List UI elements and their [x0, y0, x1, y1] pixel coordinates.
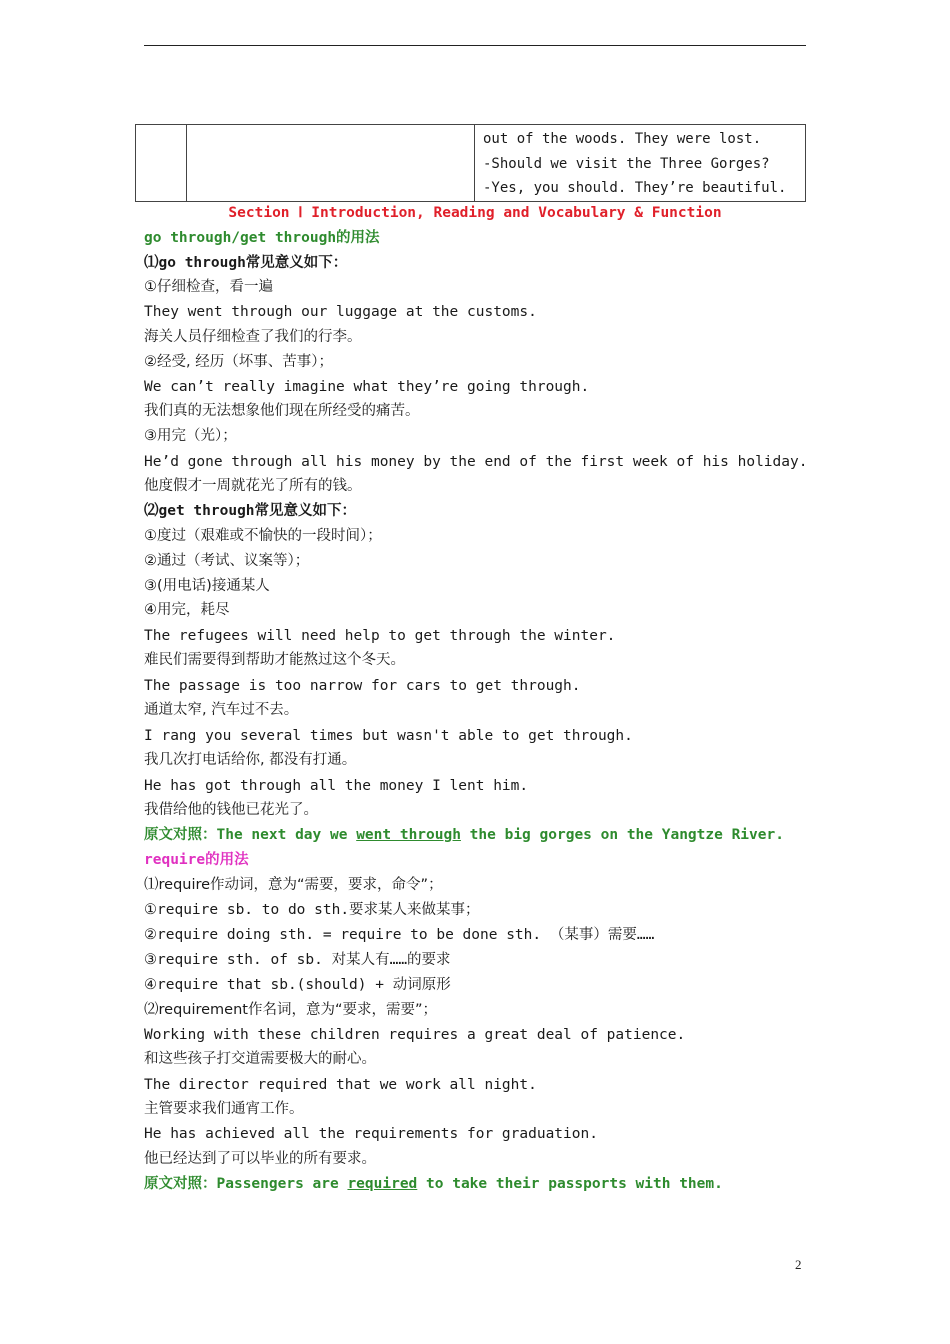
example-6: I rang you several times but wasn't able to get through.	[144, 728, 633, 744]
require-rule-3: ②require doing sth. = require to be done sth. （某事）需要……	[144, 927, 655, 943]
original-after: the big gorges on the Yangtze River.	[460, 827, 784, 843]
require-rule-1: ⑴require作动词，意为“需要，要求，命令”；	[144, 877, 443, 893]
example-1: They went through our luggage at the customs.	[144, 304, 537, 320]
example-3: He’d gone through all his money by the end of the first week of his holiday.	[144, 454, 808, 470]
example-4: The refugees will need help to get through the winter.	[144, 628, 616, 644]
heading-go-through: go through/get through的用法	[144, 230, 380, 246]
example-7: He has got through all the money I lent him.	[144, 778, 529, 794]
meaning-2: ②经受, 经历（坏事、苦事）；	[144, 354, 333, 370]
require-translation-3: 他已经达到了可以毕业的所有要求。	[144, 1151, 376, 1167]
get-meaning-2: ②通过（考试、议案等）；	[144, 553, 310, 569]
original-before: The next day we	[216, 827, 357, 843]
get-meaning-4: ④用完，耗尽	[144, 602, 230, 618]
original-highlight: went through	[356, 827, 461, 843]
table-line: -Should we visit the Three Gorges?	[483, 155, 770, 172]
require-translation-1: 和这些孩子打交道需要极大的耐心。	[144, 1051, 376, 1067]
original-highlight: required	[347, 1176, 418, 1192]
example-5: The passage is too narrow for cars to get through.	[144, 678, 581, 694]
table-line: out of the woods. They were lost.	[483, 131, 762, 147]
translation-3: 他度假才一周就花光了所有的钱。	[144, 478, 362, 494]
table-cell-text	[475, 125, 806, 202]
require-example-3: He has achieved all the requirements for graduation.	[144, 1126, 598, 1142]
original-before: Passengers are	[216, 1176, 348, 1192]
page-number: 2	[795, 1257, 802, 1272]
subheading-get-through: ⑵get through常见意义如下：	[144, 503, 357, 519]
translation-2: 我们真的无法想象他们现在所经受的痛苦。	[144, 403, 420, 419]
original-text-require	[144, 1174, 723, 1194]
subheading-go-through: ⑴go through常见意义如下：	[144, 255, 348, 271]
original-label: 原文对照：	[144, 827, 217, 843]
translation-7: 我借给他的钱他已花光了。	[144, 802, 318, 818]
translation-1: 海关人员仔细检查了我们的行李。	[144, 329, 362, 345]
table-cell-empty-1	[136, 125, 187, 202]
dialogue-table-fragment	[135, 124, 806, 202]
meaning-1: ①仔细检查，看一遍	[144, 279, 273, 295]
section-title: Section Ⅰ Introduction, Reading and Vocabulary & Function	[228, 205, 722, 221]
get-meaning-3: ③(用电话)接通某人	[144, 578, 270, 594]
require-rule-2: ①require sb. to do sth.要求某人来做某事；	[144, 902, 480, 918]
get-meaning-1: ①度过（艰难或不愉快的一段时间）；	[144, 528, 382, 544]
table-cell-empty-2	[187, 125, 475, 202]
require-translation-2: 主管要求我们通宵工作。	[144, 1101, 304, 1117]
translation-4: 难民们需要得到帮助才能熬过这个冬天。	[144, 652, 405, 668]
require-rule-6: ⑵requirement作名词，意为“要求，需要”；	[144, 1002, 437, 1018]
require-example-2: The director required that we work all night.	[144, 1077, 537, 1093]
require-rule-4: ③require sth. of sb. 对某人有……的要求	[144, 952, 451, 968]
heading-require: require的用法	[144, 852, 249, 868]
header-rule	[144, 45, 806, 46]
example-2: We can’t really imagine what they’re going through.	[144, 379, 590, 395]
require-rule-5: ④require that sb.(should) + 动词原形	[144, 977, 451, 993]
original-text-go-through	[144, 825, 784, 845]
table-line: -Yes, you should. They’re beautiful.	[483, 180, 787, 196]
original-after: to take their passports with them.	[417, 1176, 723, 1192]
original-label: 原文对照：	[144, 1176, 217, 1192]
require-example-1: Working with these children requires a great deal of patience.	[144, 1027, 686, 1043]
translation-5: 通道太窄, 汽车过不去。	[144, 702, 299, 718]
translation-6: 我几次打电话给你, 都没有打通。	[144, 752, 357, 768]
meaning-3: ③用完（光）；	[144, 428, 237, 444]
